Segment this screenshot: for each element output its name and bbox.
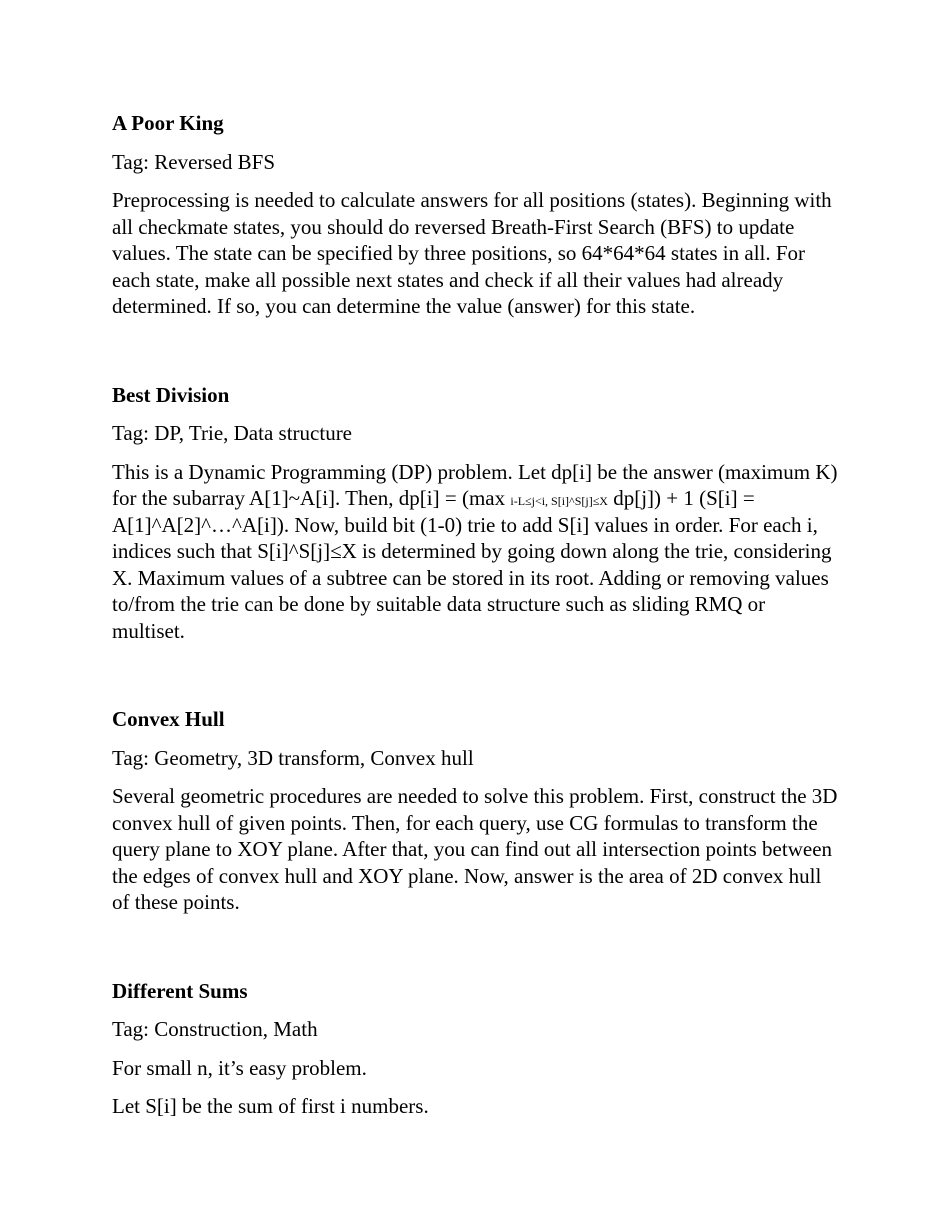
section-title: Convex Hull [112, 707, 225, 731]
paragraph: Let S[i] be the sum of first i numbers. [112, 1094, 429, 1118]
section-best-division [112, 382, 842, 645]
paragraph: Several geometric procedures are needed to solve this problem. First, construct the 3D convex hull of given points. Then, for each query, use CG formulas to transform the query plane to XOY plane. After that, you can find out all intersection points between the edges of convex hull and XOY plane. Now, answer is the area of 2D convex hull of these points. [112, 784, 838, 914]
paragraph-text: dp[j]) + 1 (S[i] = A[1]^A[2]^…^A[i]). Now, build bit (1-0) trie to add S[i] values in order. For each i, indices such that S[i]^S[j]≤X is determined by going down along the trie, considering X. Maximum values of a subtree can be stored in its root. Adding or removing values to/from the trie can be done by suitable data structure such as sliding RMQ or multiset. [112, 486, 832, 643]
section-convex-hull [112, 706, 842, 916]
paragraph-text: This is a Dynamic Programming (DP) problem. Let dp[i] be the answer (maximum K) for the subarray A[1]~A[i]. Then, dp[i] = (max [112, 459, 838, 510]
paragraph [112, 459, 842, 645]
section-a-poor-king [112, 110, 842, 320]
tag-line: Tag: Geometry, 3D transform, Convex hull [112, 745, 474, 770]
section-title: Best Division [112, 382, 230, 407]
document-page [112, 110, 842, 1182]
section-different-sums [112, 978, 842, 1120]
paragraph: Preprocessing is needed to calculate answers for all positions (states). Beginning with all checkmate states, you should do reversed Breath-First Search (BFS) to update values. The state can be specified by three positions, so 64*64*64 states in all. For each state, make all possible next states and check if all their values had already determined. If so, you can determine the value (answer) for this state. [112, 188, 832, 318]
tag-line: Tag: Construction, Math [112, 1017, 318, 1041]
paragraph: For small n, it’s easy problem. [112, 1055, 367, 1080]
section-title: A Poor King [112, 111, 224, 135]
tag-line: Tag: Reversed BFS [112, 149, 276, 174]
subscript-condition: i-L≤j<i, S[i]^S[j]≤X [510, 494, 608, 508]
tag-line: Tag: DP, Trie, Data structure [112, 421, 353, 445]
section-title: Different Sums [112, 978, 248, 1003]
